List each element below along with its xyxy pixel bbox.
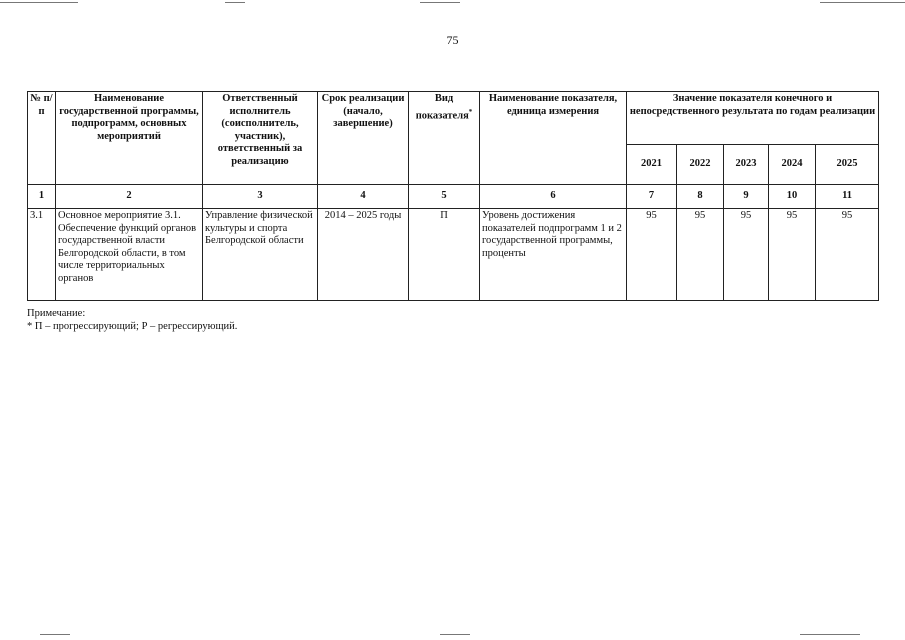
header-kind-label: Вид показателя — [415, 93, 469, 121]
header-values-group: Значение показателя конечного и непосредственного результата по годам реализации — [627, 92, 879, 145]
row-executor: Управление физической культуры и спорта Белгородской области — [203, 209, 318, 301]
column-number: 5 — [409, 185, 480, 209]
row-value: 95 — [627, 209, 677, 301]
column-number: 2 — [56, 185, 203, 209]
header-kind-mark: * — [468, 107, 473, 116]
row-kind: П — [409, 209, 480, 301]
scan-edge-mark — [40, 634, 70, 635]
row-value: 95 — [677, 209, 724, 301]
header-num: № п/п — [28, 92, 56, 185]
note-text: * П – прогрессирующий; Р – регрессирующий. — [27, 321, 238, 332]
scan-edge-mark — [820, 2, 905, 3]
scan-edge-mark — [440, 634, 470, 635]
header-year: 2021 — [627, 145, 677, 185]
column-number: 10 — [769, 185, 816, 209]
column-number: 11 — [816, 185, 879, 209]
note-title: Примечание: — [27, 308, 86, 319]
row-program: Основное мероприятие 3.1. Обеспечение функций органов государственной власти Белгородской области, в том числе территориальных органов — [56, 209, 203, 301]
header-year: 2022 — [677, 145, 724, 185]
column-number: 9 — [724, 185, 769, 209]
scan-edge-mark — [420, 2, 460, 3]
row-value: 95 — [816, 209, 879, 301]
column-number: 8 — [677, 185, 724, 209]
note — [27, 307, 237, 333]
column-number: 3 — [203, 185, 318, 209]
scan-edge-mark — [0, 2, 78, 3]
column-number-row — [28, 185, 879, 209]
row-indicator: Уровень достижения показателей подпрограмм 1 и 2 государственной программы, проценты — [480, 209, 627, 301]
row-term: 2014 – 2025 годы — [318, 209, 409, 301]
page-number: 75 — [446, 33, 459, 47]
header-year: 2025 — [816, 145, 879, 185]
column-number: 6 — [480, 185, 627, 209]
column-number: 4 — [318, 185, 409, 209]
row-num: 3.1 — [28, 209, 56, 301]
scan-edge-mark — [225, 2, 245, 3]
scan-edge-mark — [800, 634, 860, 635]
column-number: 1 — [28, 185, 56, 209]
header-program: Наименование государственной программы, подпрограмм, основных мероприятий — [56, 92, 203, 185]
header-year: 2023 — [724, 145, 769, 185]
header-kind — [409, 92, 480, 185]
header-term: Срок реализации (начало, завершение) — [318, 92, 409, 185]
row-value: 95 — [769, 209, 816, 301]
table-row — [28, 209, 879, 301]
row-value: 95 — [724, 209, 769, 301]
header-indicator: Наименование показателя, единица измерения — [480, 92, 627, 185]
header-year: 2024 — [769, 145, 816, 185]
indicators-table — [27, 91, 879, 301]
header-executor: Ответственный исполнитель (соисполнитель, участник), ответственный за реализацию — [203, 92, 318, 185]
column-number: 7 — [627, 185, 677, 209]
